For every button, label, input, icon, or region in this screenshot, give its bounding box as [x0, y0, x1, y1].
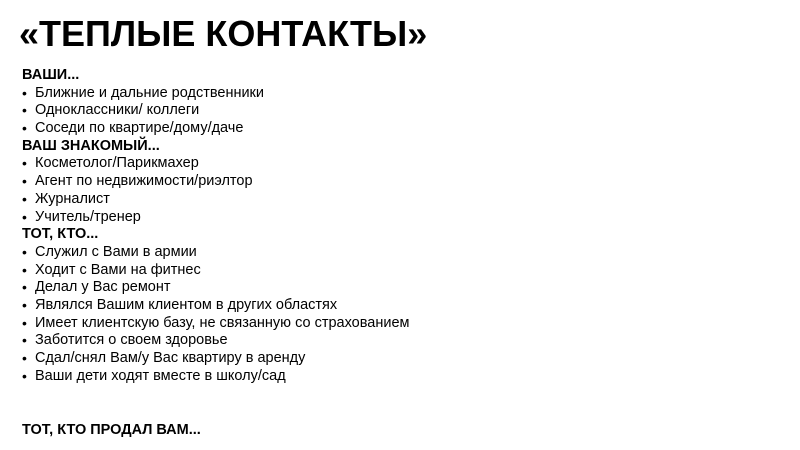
bullet-icon: • [22, 243, 27, 260]
bullet-icon: • [22, 332, 27, 349]
list-item [22, 332, 782, 350]
list-item-text: Имеет клиентскую базу, не связанную со страхованием [35, 314, 410, 331]
bullet-icon: • [22, 190, 27, 207]
list-item [22, 155, 782, 173]
list-item-text: Соседи по квартире/дому/даче [35, 120, 244, 137]
list-item [22, 120, 782, 138]
list-item [22, 191, 782, 209]
list-item-text: Ваши дети ходят вместе в школу/сад [35, 367, 286, 384]
section-heading-someone-who: ТОТ, КТО... [22, 226, 99, 243]
list-item-text: Косметолог/Парикмахер [35, 155, 199, 172]
list-item [22, 368, 782, 386]
bullet-icon: • [22, 208, 27, 225]
bullet-icon: • [22, 120, 27, 137]
list-item-text: Сдал/снял Вам/у Вас квартиру в аренду [35, 350, 306, 366]
bullet-icon: • [22, 367, 27, 384]
list-item-text: Журналист [35, 190, 110, 207]
contacts-list [22, 67, 782, 440]
list-item-text: Являлся Вашим клиентом в других областях [35, 296, 338, 313]
list-item [22, 209, 782, 227]
list-item-text: Ближние и дальние родственники [35, 84, 265, 101]
section-heading-acquaintance: ВАШ ЗНАКОМЫЙ... [22, 137, 160, 154]
list-item-text: Делал у Вас ремонт [35, 279, 171, 296]
list-item [22, 315, 782, 333]
bullet-icon: • [22, 296, 27, 313]
list-item-text: Служил с Вами в армии [35, 243, 197, 260]
list-item-text: Заботится о своем здоровье [35, 332, 228, 349]
list-item-text: Ходит с Вами на фитнес [35, 261, 201, 278]
list-item [22, 297, 782, 315]
bullet-icon: • [22, 279, 27, 296]
list-item [22, 262, 782, 280]
list-item [22, 279, 782, 297]
section-heading-yours: ВАШИ... [22, 67, 80, 83]
bullet-icon: • [22, 102, 27, 119]
bullet-icon: • [22, 173, 27, 190]
bullet-icon: • [22, 261, 27, 278]
section-heading-cut-off: ТОТ, КТО ПРОДАЛ ВАМ... [22, 422, 201, 439]
slide-title: «ТЕПЛЫЕ КОНТАКТЫ» [19, 13, 428, 54]
list-item [22, 85, 782, 103]
bullet-icon: • [22, 314, 27, 331]
list-item [22, 350, 782, 368]
list-item [22, 173, 782, 191]
bullet-icon: • [22, 155, 27, 172]
list-item-text: Учитель/тренер [35, 208, 141, 225]
list-item-text: Одноклассники/ коллеги [35, 102, 200, 119]
spacer [22, 385, 782, 422]
list-item-text: Агент по недвижимости/риэлтор [35, 173, 253, 190]
list-item [22, 244, 782, 262]
bullet-icon: • [22, 350, 27, 366]
bullet-icon: • [22, 84, 27, 101]
list-item [22, 102, 782, 120]
